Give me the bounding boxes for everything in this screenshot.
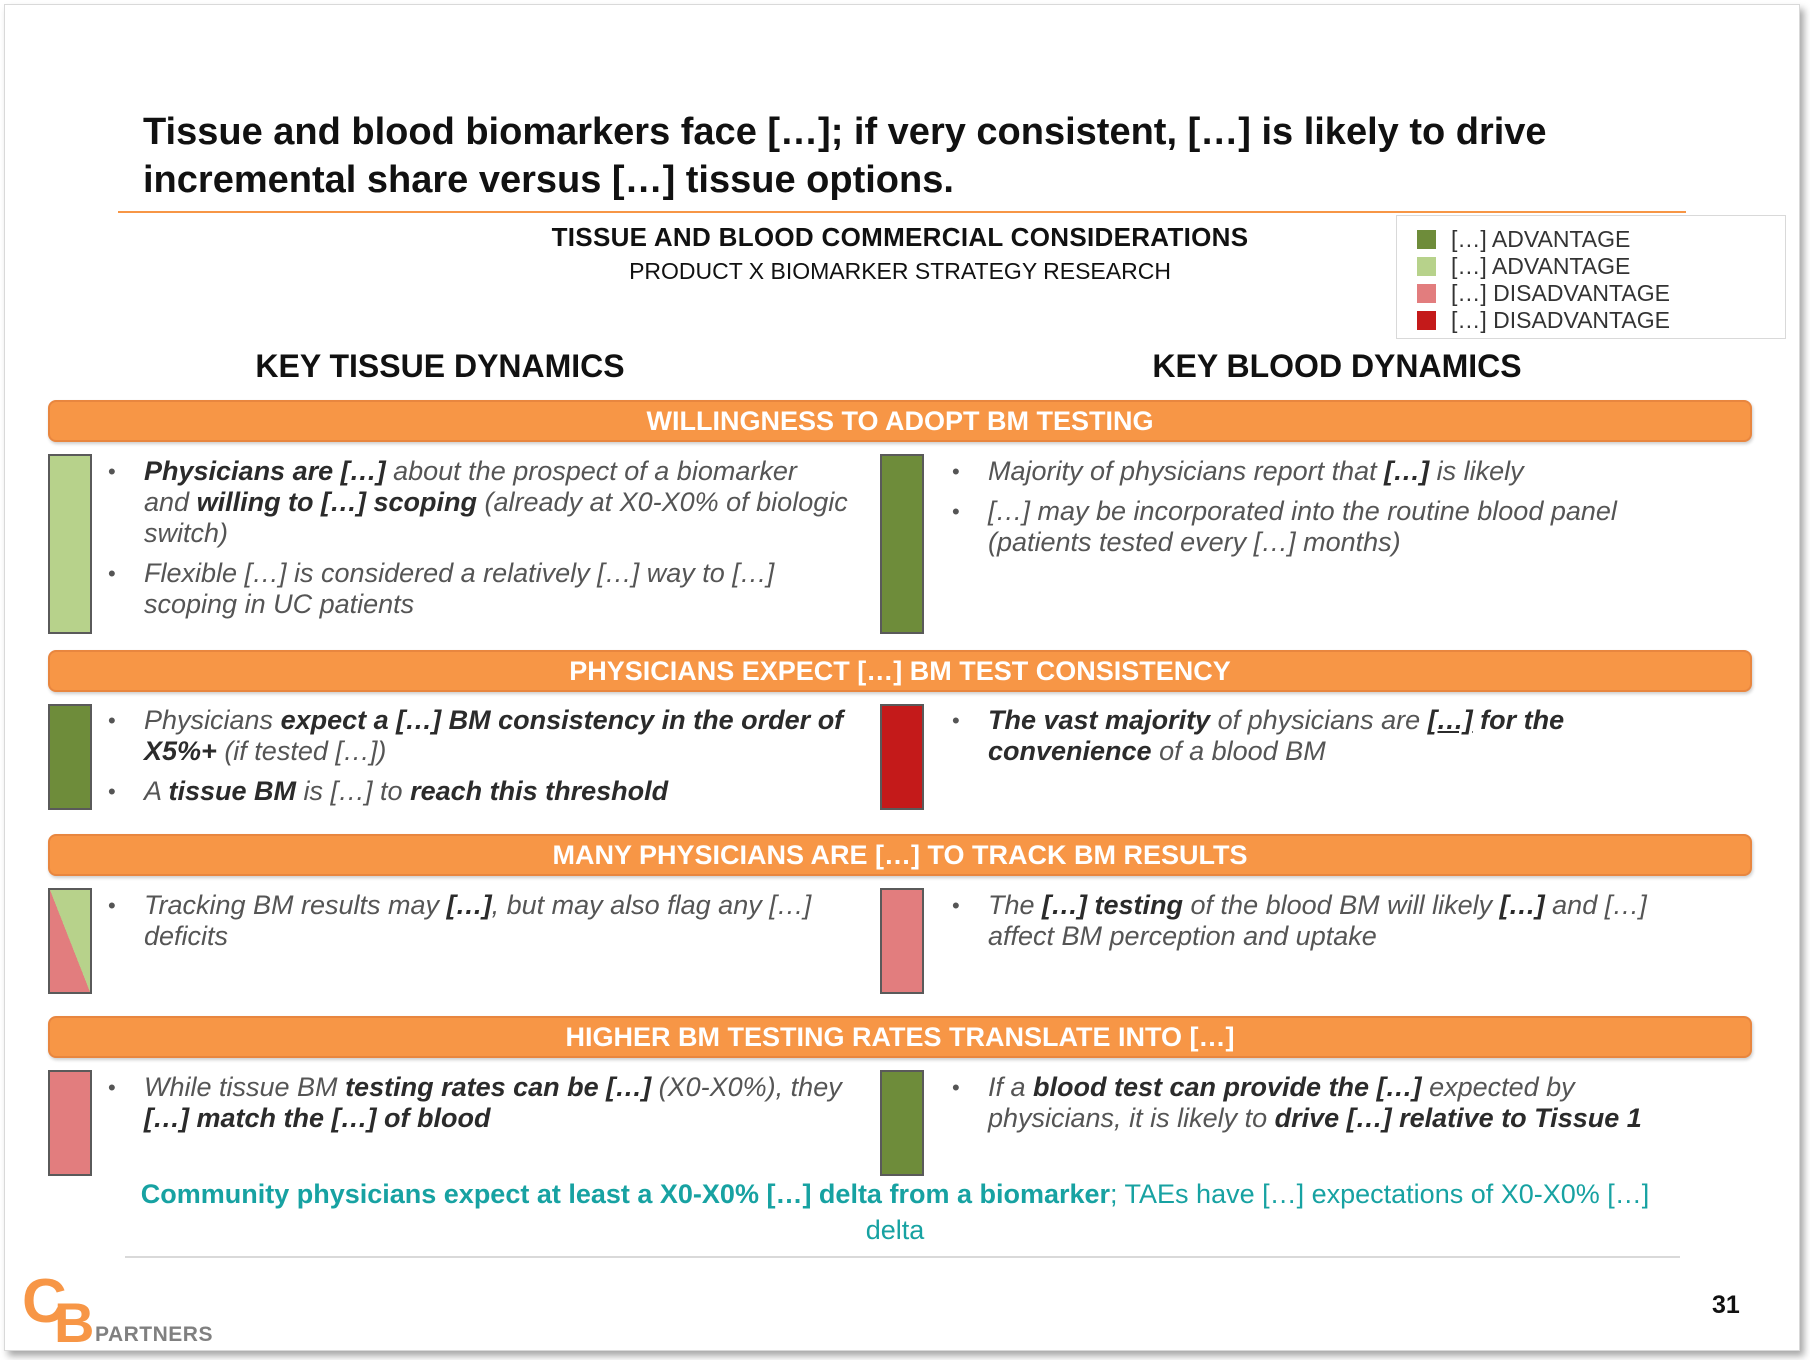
legend-swatch [1417,257,1436,276]
bullet-item: • The vast majority of physicians are […] for the convenience of a blood BM [952,705,1697,767]
bullet-item: • Majority of physicians report that […] is likely [952,456,1697,487]
bullet-item: • The […] testing of the blood BM will likely […] and […] affect BM perception and uptake [952,890,1697,952]
legend-swatch [1417,311,1436,330]
blood-rating-indicator [880,888,924,994]
bullet-item: • If a blood test can provide the […] expected by physicians, it is likely to drive […] relative to Tissue 1 [952,1072,1697,1134]
legend [1396,215,1786,339]
callout-rest: ; TAEs have […] expectations of X0-X0% […] delta [865,1179,1650,1245]
blood-rating-indicator [880,704,924,810]
blood-bullet-list [952,1072,1697,1143]
bullet-item: • A tissue BM is […] to reach this threshold [108,776,848,807]
legend-label: […] DISADVANTAGE [1451,307,1670,333]
tissue-bullet-list [108,456,848,629]
footer-divider [125,1256,1680,1258]
tissue-column-heading: KEY TISSUE DYNAMICS [255,348,625,384]
logo-letter-c: C [22,1267,67,1336]
tissue-bullet-list [108,890,848,961]
key-takeaway-callout [110,1176,1680,1248]
section-subtitle: PRODUCT X BIOMARKER STRATEGY RESEARCH [629,258,1171,284]
legend-item [1417,226,1785,253]
headline-divider [118,211,1686,213]
page-number: 31 [1712,1291,1740,1319]
bullet-item: • Flexible […] is considered a relatively […] way to […] scoping in UC patients [108,558,848,620]
logo-letter-b: B [54,1291,95,1344]
blood-rating-indicator [880,1070,924,1176]
tissue-bullet-list [108,705,848,816]
callout-bold: Community physicians expect at least a X0-X0% […] delta from a biomarker [140,1179,1111,1209]
legend-label: […] ADVANTAGE [1451,253,1631,279]
row-band-consistency: PHYSICIANS EXPECT […] BM TEST CONSISTENCY [48,650,1752,692]
legend-label: […] DISADVANTAGE [1451,280,1670,306]
legend-item [1417,307,1785,334]
bullet-item: • Physicians are […] about the prospect of a biomarker and willing to […] scoping (already at X0-X0% of biologic switch) [108,456,848,549]
legend-item [1417,253,1785,280]
bullet-item: • Physicians expect a […] BM consistency in the order of X5%+ (if tested […]) [108,705,848,767]
tissue-rating-indicator [48,704,92,810]
blood-bullet-list [952,890,1697,961]
slide-headline: Tissue and blood biomarkers face […]; if very consistent, […] is likely to drive incremental share versus […] tissue options. [143,111,1547,201]
legend-swatch [1417,230,1436,249]
blood-rating-indicator [880,454,924,634]
blood-bullet-list [952,705,1697,776]
tissue-rating-indicator [48,1070,92,1176]
blood-column-heading: KEY BLOOD DYNAMICS [1152,348,1522,384]
row-band-testing-rates: HIGHER BM TESTING RATES TRANSLATE INTO […] [48,1016,1752,1058]
legend-swatch [1417,284,1436,303]
blood-bullet-list [952,456,1697,567]
tissue-bullet-list [108,1072,848,1143]
legend-item [1417,280,1785,307]
row-band-tracking: MANY PHYSICIANS ARE […] TO TRACK BM RESULTS [48,834,1752,876]
row-band-willingness: WILLINGNESS TO ADOPT BM TESTING [48,400,1752,442]
legend-label: […] ADVANTAGE [1451,226,1631,252]
section-title: TISSUE AND BLOOD COMMERCIAL CONSIDERATIONS [551,222,1249,252]
logo-wordmark: PARTNERS [95,1323,213,1346]
tissue-rating-indicator [48,454,92,634]
bullet-item: • […] may be incorporated into the routine blood panel (patients tested every […] months) [952,496,1697,558]
bullet-item: • While tissue BM testing rates can be […] (X0-X0%), they […] match the […] of blood [108,1072,848,1134]
bullet-item: • Tracking BM results may […], but may also flag any […] deficits [108,890,848,952]
tissue-rating-indicator [48,888,92,994]
